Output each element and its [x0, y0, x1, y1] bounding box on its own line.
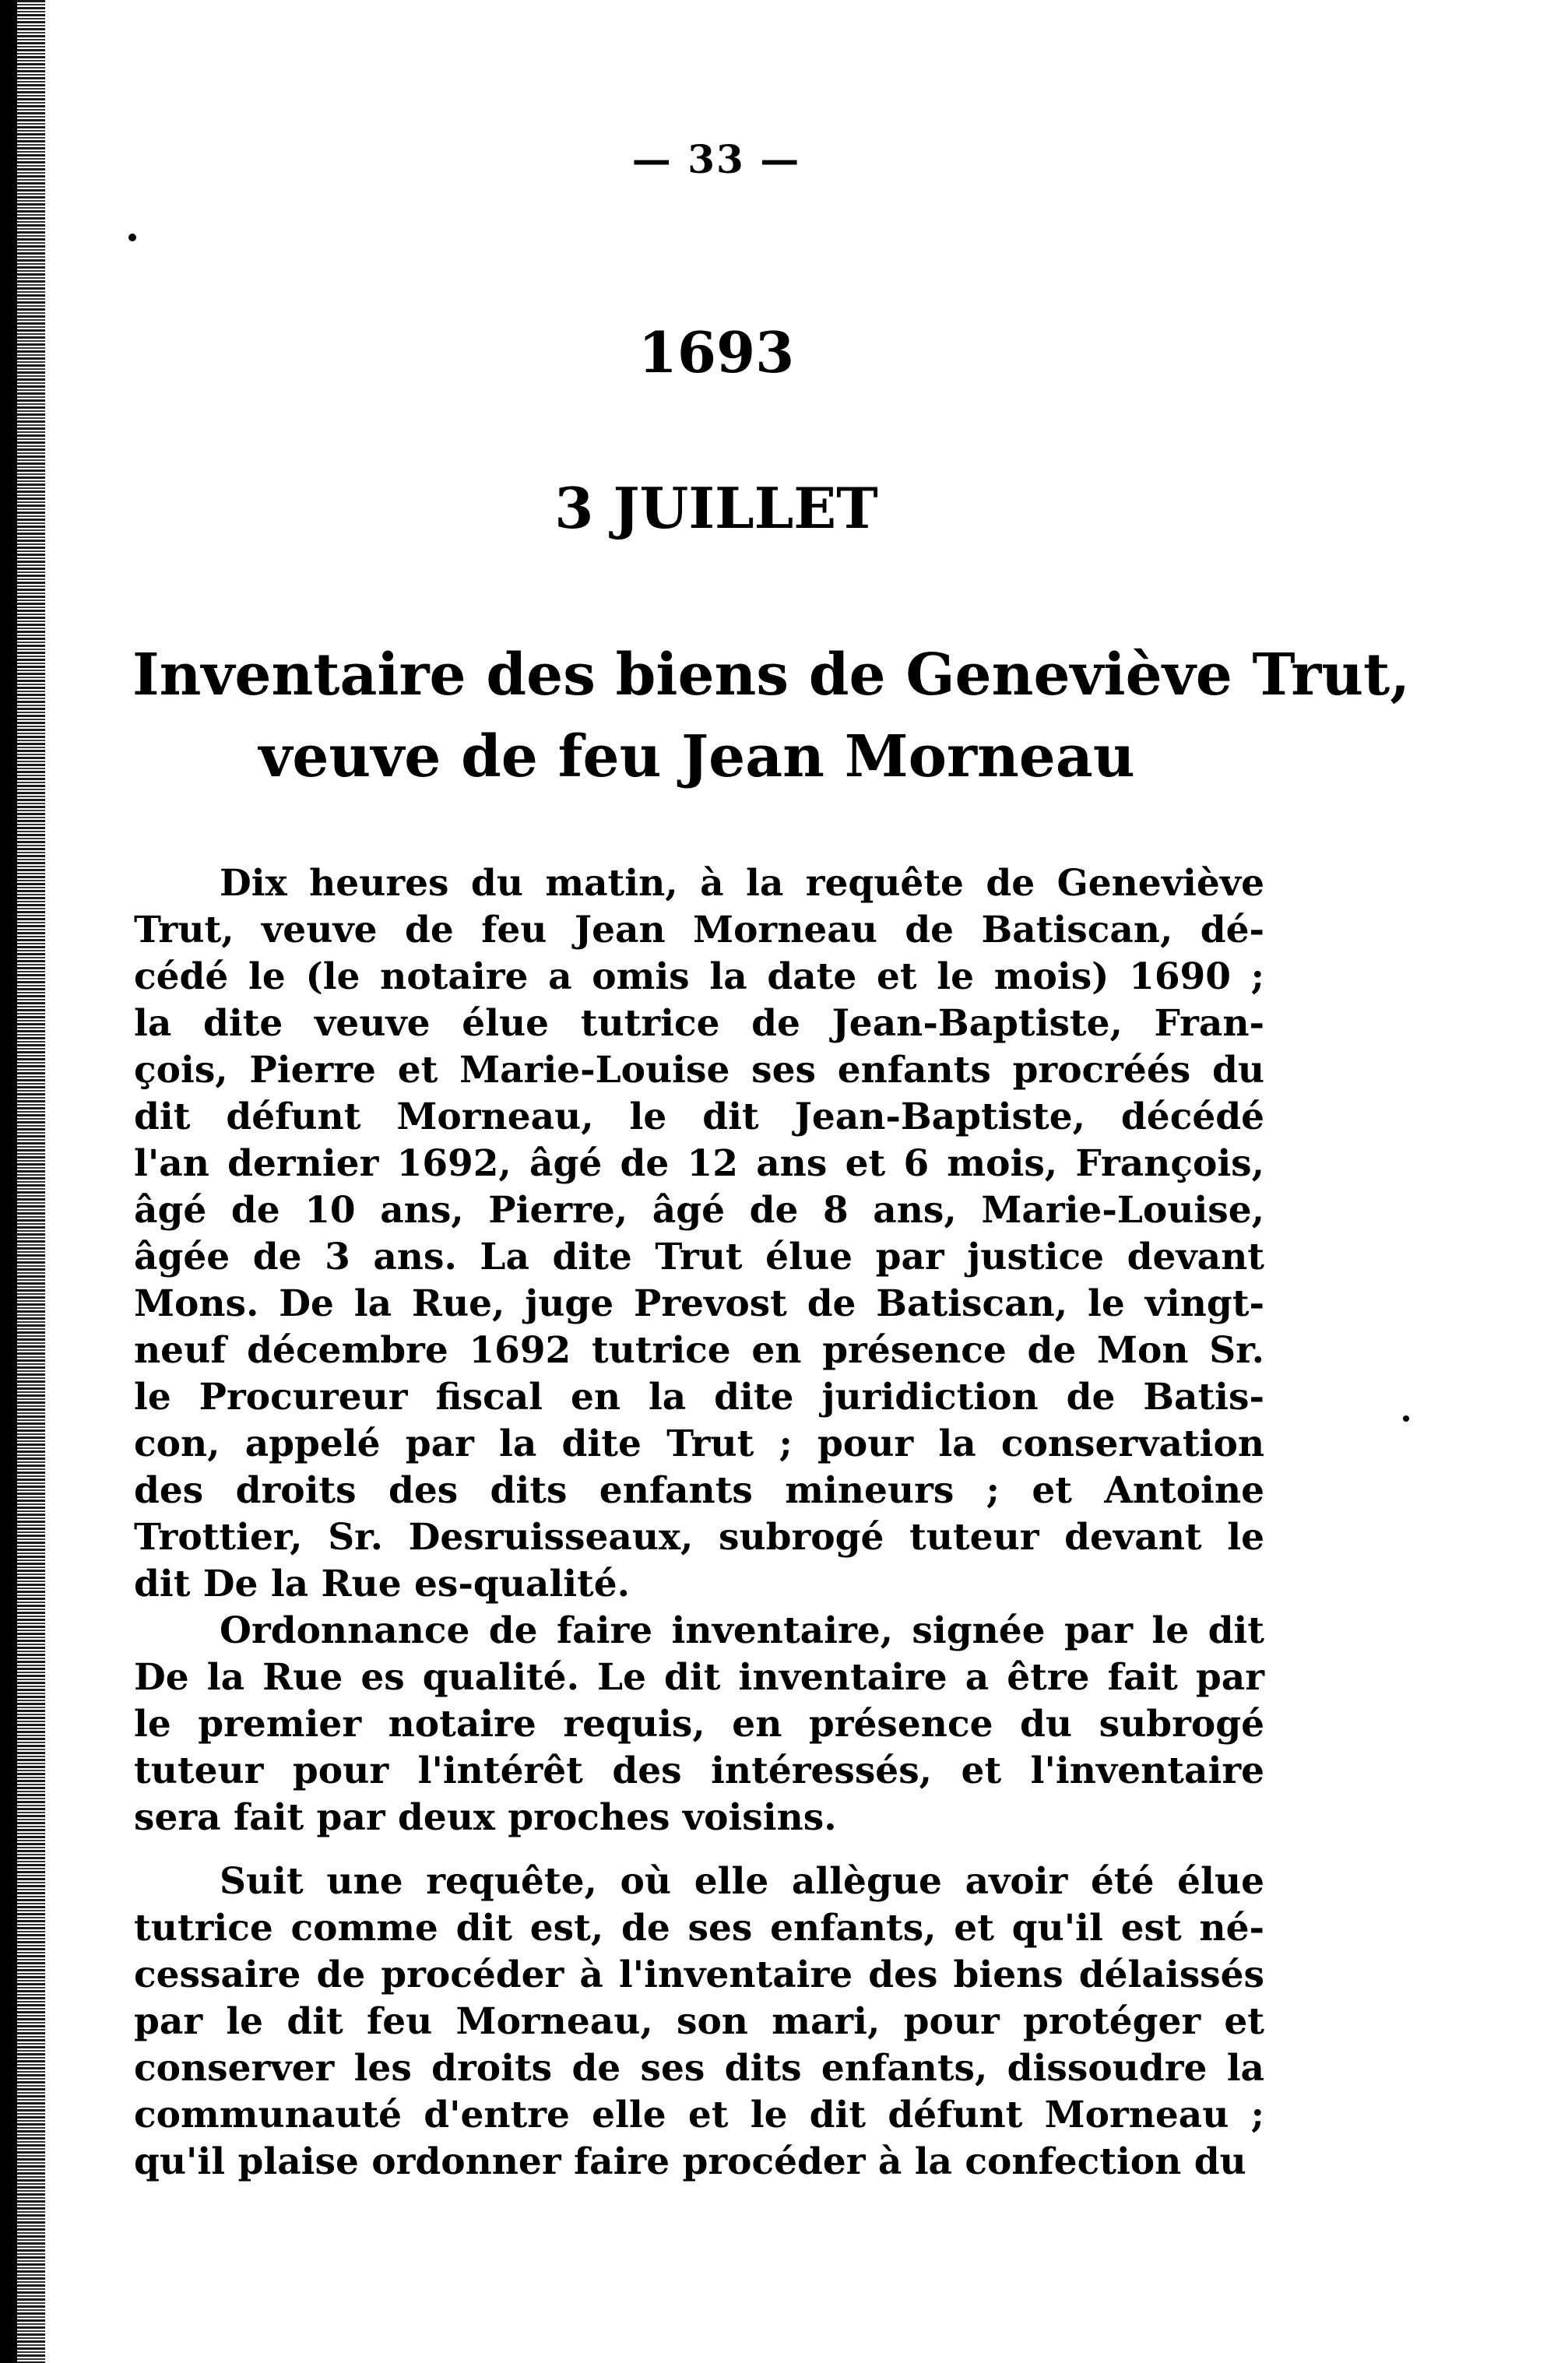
paragraph-line: âgé de 10 ans, Pierre, âgé de 8 ans, Marie-Louise, — [134, 1189, 1264, 1232]
paragraph-line: çois, Pierre et Marie-Louise ses enfants procréés du — [134, 1049, 1264, 1092]
paragraph-line: conserver les droits de ses dits enfants, dissoudre la — [134, 2047, 1264, 2090]
ink-speck — [1403, 1415, 1409, 1422]
ink-speck — [128, 234, 136, 241]
paragraph-line: Dix heures du matin, à la requête de Geneviève — [220, 862, 1264, 905]
paragraph-line: tutrice comme dit est, de ses enfants, et qu'il est né- — [134, 1907, 1264, 1950]
paragraph-line: Trut, veuve de feu Jean Morneau de Batiscan, dé- — [134, 909, 1264, 951]
paragraph-line: Mons. De la Rue, juge Prevost de Batiscan, le vingt- — [134, 1282, 1264, 1325]
page-number: — 33 — — [631, 136, 801, 182]
title-line: veuve de feu Jean Morneau — [258, 723, 1135, 790]
paragraph-line: tuteur pour l'intérêt des intéressés, et l'inventaire — [134, 1749, 1264, 1792]
paragraph-line: le Procureur fiscal en la dite juridiction de Batis- — [134, 1376, 1264, 1419]
paragraph-line: Ordonnance de faire inventaire, signée par le dit — [220, 1609, 1264, 1652]
paragraph-line: communauté d'entre elle et le dit défunt Morneau ; — [134, 2094, 1264, 2136]
paragraph-line: des droits des dits enfants mineurs ; et Antoine — [134, 1469, 1264, 1512]
body-text — [134, 860, 1264, 2185]
paragraph-line: dit défunt Morneau, le dit Jean-Baptiste, décédé — [134, 1095, 1264, 1138]
paragraph-line: le premier notaire requis, en présence du subrogé — [134, 1703, 1264, 1746]
paragraph — [134, 1608, 1264, 1841]
paragraph-line: dit De la Rue es-qualité. — [134, 1563, 631, 1605]
paragraph-line: sera fait par deux proches voisins. — [134, 1796, 837, 1839]
paragraph-line: qu'il plaise ordonner faire procéder à la confection du — [134, 2140, 1246, 2183]
title-line: Inventaire des biens de Geneviève Trut, — [132, 642, 1410, 709]
paragraph-line: la dite veuve élue tutrice de Jean-Baptiste, Fran- — [134, 1002, 1264, 1045]
paragraph-line: con, appelé par la dite Trut ; pour la conservation — [134, 1422, 1264, 1465]
section-date: 3 JUILLET — [554, 475, 878, 541]
paragraph-line: par le dit feu Morneau, son mari, pour protéger et — [134, 2000, 1264, 2043]
paragraph — [134, 1858, 1264, 2185]
paragraph — [134, 860, 1264, 1608]
paragraph-line: Suit une requête, où elle allègue avoir été élue — [220, 1860, 1264, 1903]
section-year: 1693 — [638, 319, 795, 385]
paragraph-line: neuf décembre 1692 tutrice en présence de Mon Sr. — [134, 1329, 1264, 1372]
paragraph-line: cessaire de procéder à l'inventaire des biens délaissés — [134, 1953, 1264, 1996]
paragraph-line: Trottier, Sr. Desruisseaux, subrogé tuteur devant le — [134, 1516, 1264, 1559]
paragraph-line: âgée de 3 ans. La dite Trut élue par justice devant — [134, 1236, 1264, 1278]
document-title — [132, 635, 1410, 798]
paragraph-gap — [134, 1841, 1264, 1858]
paragraph-line: l'an dernier 1692, âgé de 12 ans et 6 mois, François, — [134, 1142, 1264, 1185]
paragraph-line: De la Rue es qualité. Le dit inventaire a être fait par — [134, 1656, 1264, 1699]
paragraph-line: cédé le (le notaire a omis la date et le mois) 1690 ; — [134, 955, 1264, 998]
